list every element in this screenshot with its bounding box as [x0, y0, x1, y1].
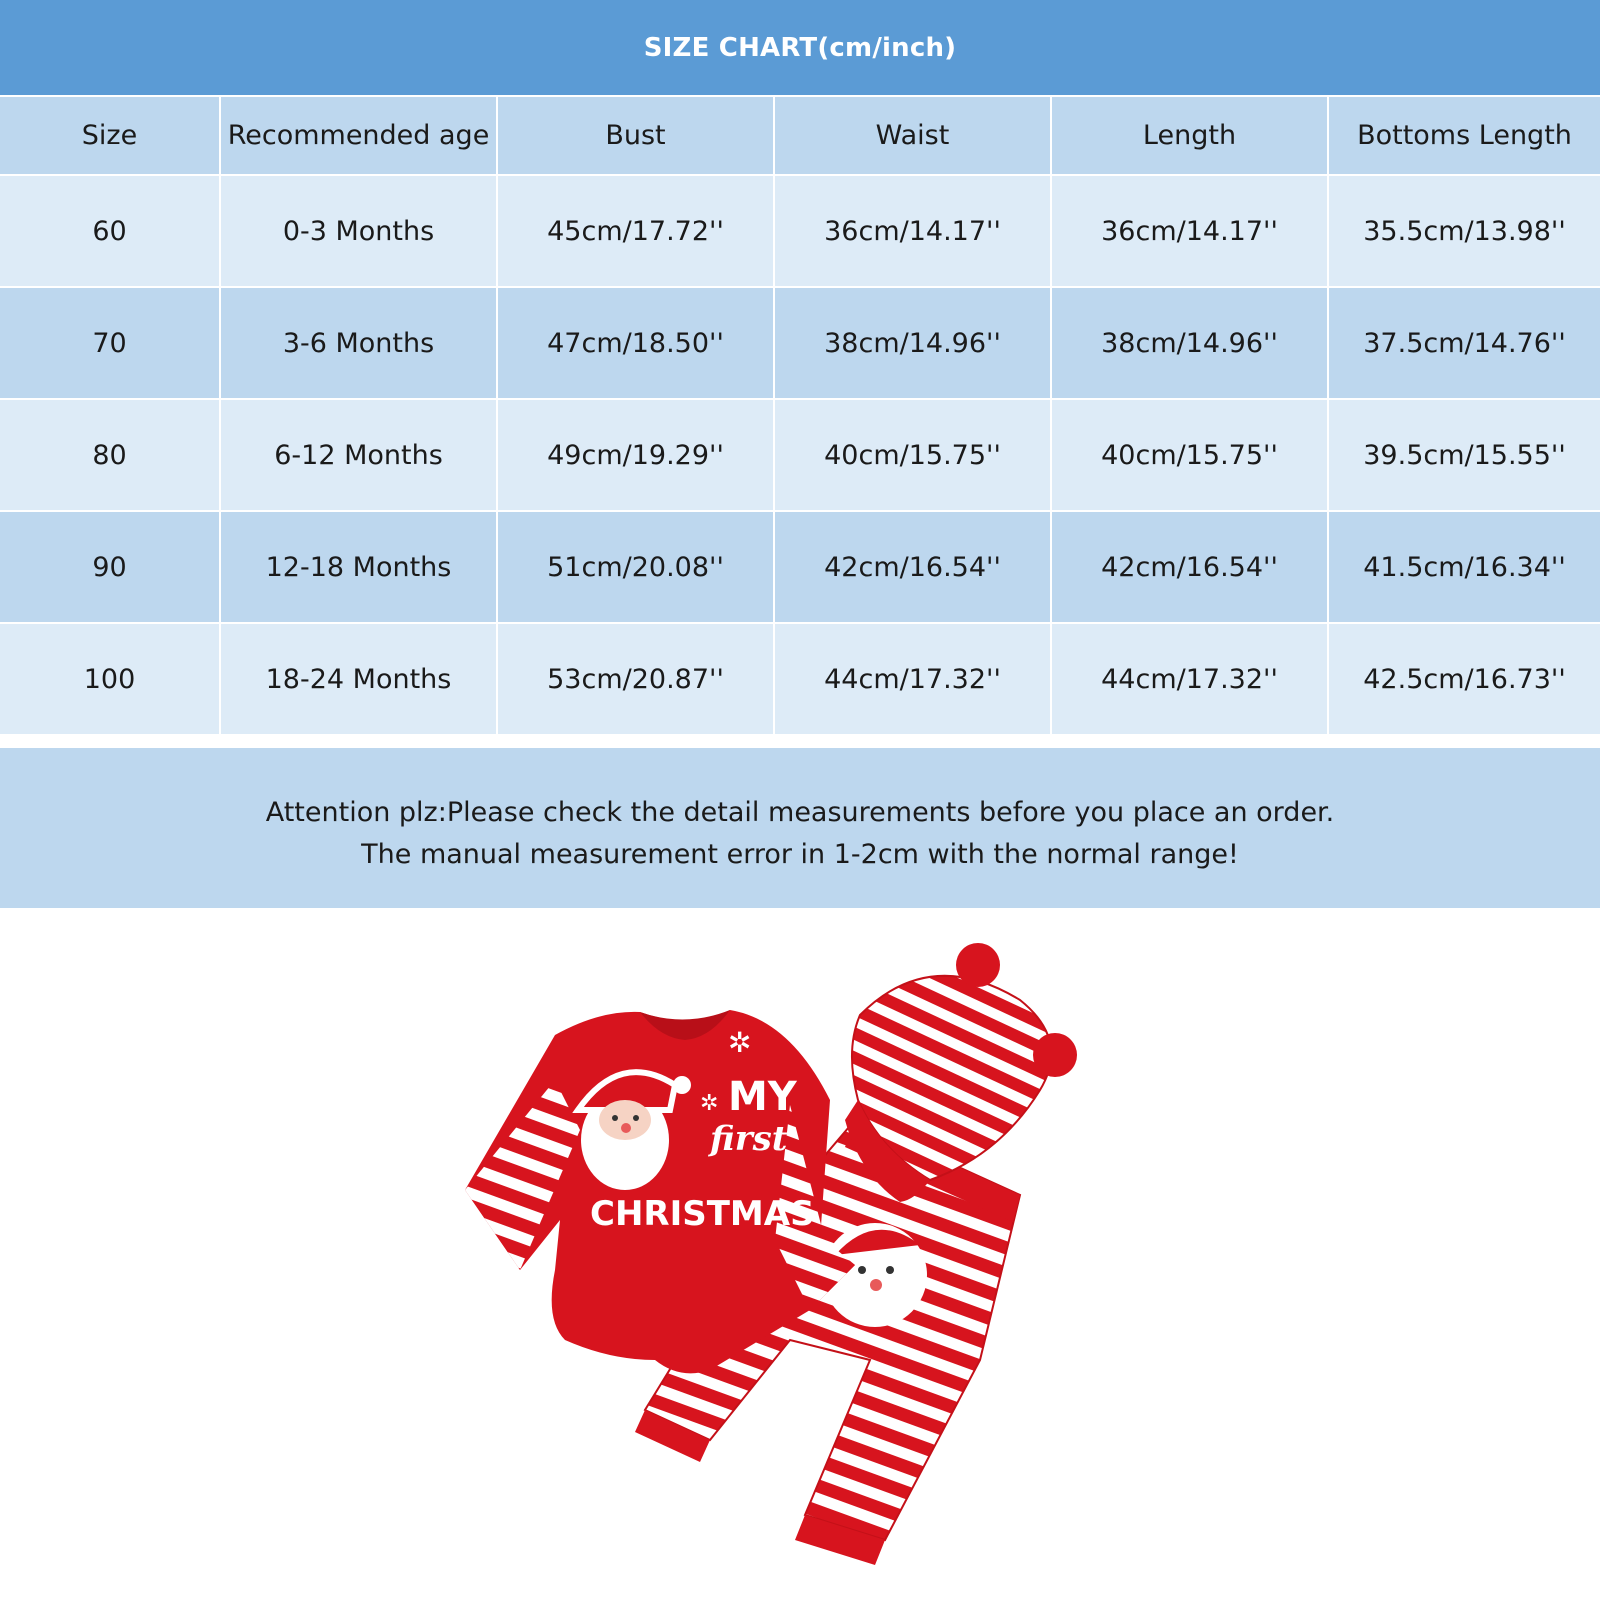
cell-size: 80	[0, 399, 220, 511]
cell-size: 70	[0, 287, 220, 399]
cell-length: 38cm/14.96''	[1051, 287, 1328, 399]
cell-waist: 44cm/17.32''	[774, 623, 1051, 735]
cell-bottoms-length: 35.5cm/13.98''	[1328, 175, 1600, 287]
size-table	[0, 97, 1600, 736]
table-row	[0, 399, 1600, 511]
header-bottoms-length: Bottoms Length	[1328, 97, 1600, 175]
table-row	[0, 623, 1600, 735]
header-bust: Bust	[497, 97, 774, 175]
cell-age: 0-3 Months	[220, 175, 497, 287]
measurement-note	[0, 748, 1600, 908]
cell-bust: 53cm/20.87''	[497, 623, 774, 735]
cell-length: 44cm/17.32''	[1051, 623, 1328, 735]
cell-bottoms-length: 37.5cm/14.76''	[1328, 287, 1600, 399]
cell-bust: 47cm/18.50''	[497, 287, 774, 399]
cell-waist: 40cm/15.75''	[774, 399, 1051, 511]
cell-age: 3-6 Months	[220, 287, 497, 399]
christmas-outfit-illustration	[460, 940, 1100, 1580]
print-text-christmas: CHRISTMAS	[590, 1194, 815, 1234]
cell-age: 18-24 Months	[220, 623, 497, 735]
header-size: Size	[0, 97, 220, 175]
print-text-first: first	[710, 1119, 788, 1159]
table-row	[0, 175, 1600, 287]
cell-waist: 42cm/16.54''	[774, 511, 1051, 623]
cell-bottoms-length: 39.5cm/15.55''	[1328, 399, 1600, 511]
cell-bottoms-length: 41.5cm/16.34''	[1328, 511, 1600, 623]
cell-bust: 51cm/20.08''	[497, 511, 774, 623]
cell-age: 6-12 Months	[220, 399, 497, 511]
table-row	[0, 511, 1600, 623]
table-header-row	[0, 97, 1600, 175]
cell-age: 12-18 Months	[220, 511, 497, 623]
cell-size: 100	[0, 623, 220, 735]
cell-waist: 38cm/14.96''	[774, 287, 1051, 399]
snowflake-icon: ✲	[728, 1026, 752, 1059]
cell-bottoms-length: 42.5cm/16.73''	[1328, 623, 1600, 735]
note-line-1: Attention plz:Please check the detail measurements before you place an order.	[265, 797, 1335, 828]
print-text-my: MY	[728, 1074, 797, 1120]
cell-waist: 36cm/14.17''	[774, 175, 1051, 287]
cell-length: 40cm/15.75''	[1051, 399, 1328, 511]
header-waist: Waist	[774, 97, 1051, 175]
snowflake-icon: ✲	[700, 1091, 719, 1116]
cell-length: 36cm/14.17''	[1051, 175, 1328, 287]
cell-bust: 49cm/19.29''	[497, 399, 774, 511]
note-line-2: The manual measurement error in 1-2cm with the normal range!	[361, 839, 1239, 870]
cell-size: 60	[0, 175, 220, 287]
header-recommended-age: Recommended age	[220, 97, 497, 175]
header-length: Length	[1051, 97, 1328, 175]
cell-size: 90	[0, 511, 220, 623]
striped-hat	[845, 943, 1077, 1202]
cell-bust: 45cm/17.72''	[497, 175, 774, 287]
size-chart-title: SIZE CHART(cm/inch)	[0, 0, 1600, 95]
table-row	[0, 287, 1600, 399]
cell-length: 42cm/16.54''	[1051, 511, 1328, 623]
